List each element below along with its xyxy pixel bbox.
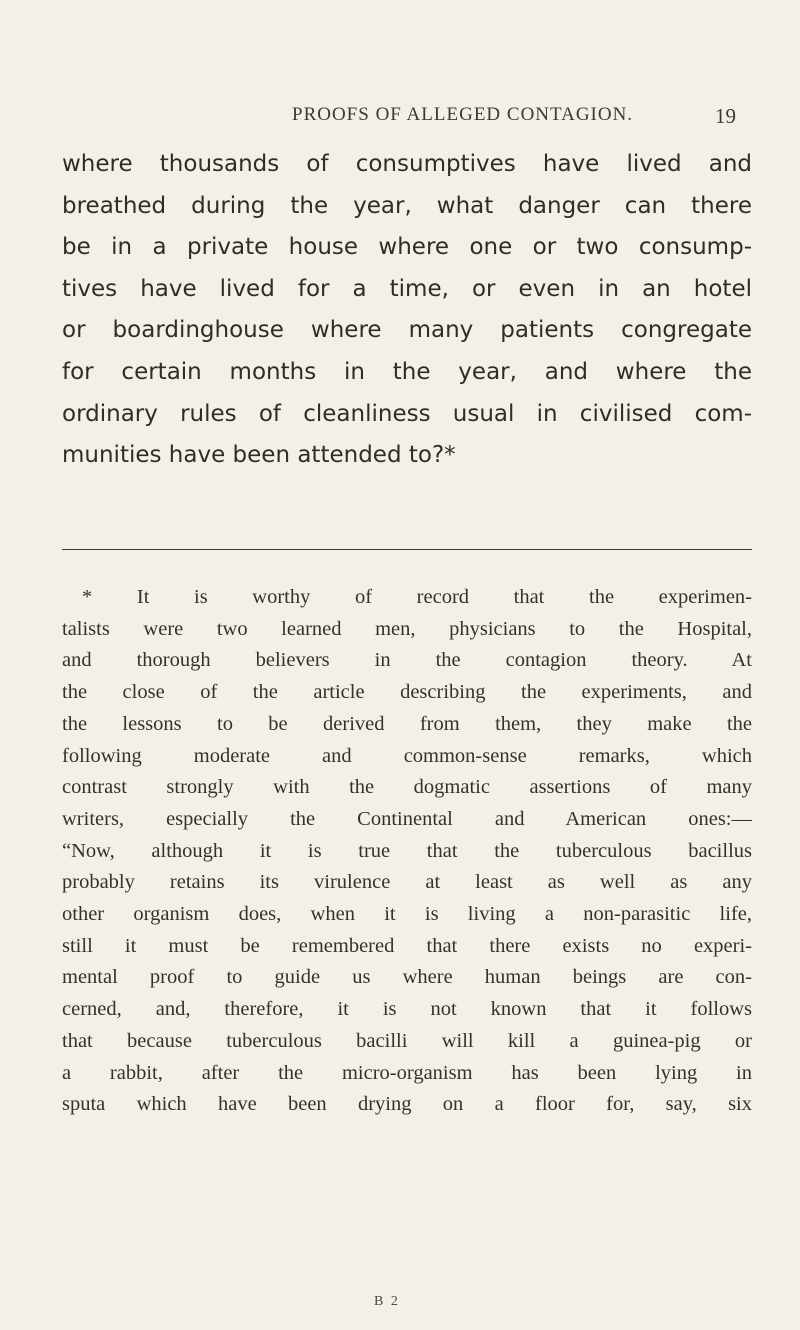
footnote-divider xyxy=(62,549,752,550)
footnote-line: probably retains its virulence at least as well as any xyxy=(62,871,752,894)
footnote-line: other organism does, when it is living a non-parasitic life, xyxy=(62,903,752,926)
footnote-line: that because tuberculous bacilli will kill a guinea-pig or xyxy=(62,1029,752,1052)
footnote-line: still it must be remembered that there exists no experi- xyxy=(62,934,752,957)
footnote-line: mental proof to guide us where human beings are con- xyxy=(62,966,752,989)
footnote-line: contrast strongly with the dogmatic assertions of many xyxy=(62,776,752,799)
body-line: for certain months in the year, and where the xyxy=(62,358,752,385)
body-line: ordinary rules of cleanliness usual in civilised com- xyxy=(62,400,752,427)
footnote xyxy=(62,582,752,1121)
footnote-line: “Now, although it is true that the tuberculous bacillus xyxy=(62,839,752,862)
body-line: where thousands of consumptives have lived and xyxy=(62,151,752,177)
footnote-line: a rabbit, after the micro-organism has been lying in xyxy=(62,1061,752,1084)
running-head xyxy=(0,104,800,134)
footnote-line: the close of the article describing the experiments, and xyxy=(62,681,752,704)
body-line: tives have lived for a time, or even in an hotel xyxy=(62,275,752,302)
signature-mark: B 2 xyxy=(374,1294,400,1309)
footnote-line: the lessons to be derived from them, they make the xyxy=(62,712,752,735)
footnote-line: talists were two learned men, physicians to the Hospital, xyxy=(62,617,752,640)
footnote-line: sputa which have been drying on a floor for, say, six xyxy=(62,1093,752,1116)
main-paragraph xyxy=(62,144,752,477)
footnote-line: cerned, and, therefore, it is not known that it follows xyxy=(62,998,752,1021)
footnote-line: writers, especially the Continental and American ones:— xyxy=(62,807,752,830)
running-title: PROOFS OF ALLEGED CONTAGION. xyxy=(292,104,634,125)
footnote-line: and thorough believers in the contagion theory. At xyxy=(62,649,752,672)
body-line: or boardinghouse where many patients congregate xyxy=(62,317,752,344)
footnote-line: following moderate and common-sense remarks, which xyxy=(62,744,752,767)
body-line: be in a private house where one or two consump- xyxy=(62,234,752,261)
footnote-line: * It is worthy of record that the experimen- xyxy=(82,586,752,608)
body-line: breathed during the year, what danger can there xyxy=(62,192,752,219)
page-number: 19 xyxy=(715,104,736,128)
body-line: munities have been attended to?* xyxy=(62,442,456,469)
